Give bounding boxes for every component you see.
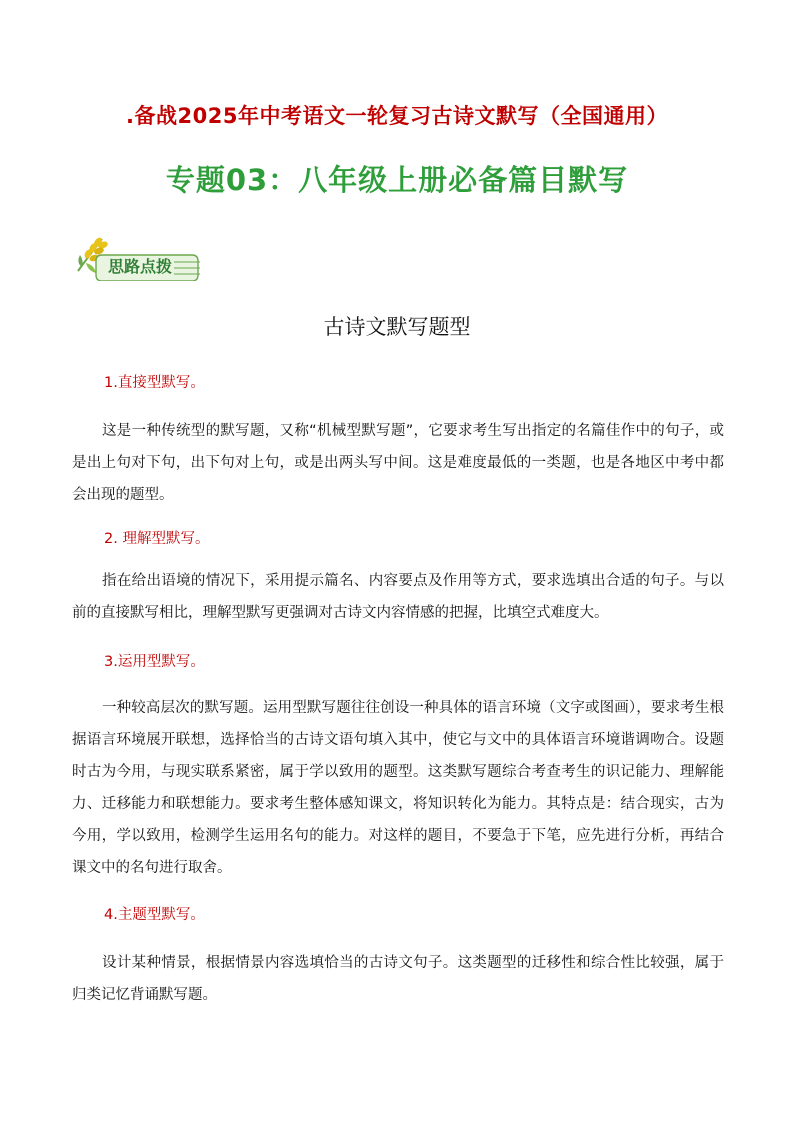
type-3-title: 3.运用型默写。 [104,654,205,670]
section-badge [74,233,204,281]
type-2-body: 指在给出语境的情况下，采用提示篇名、内容要点及作用等方式，要求选填出合适的句子。与以前的直接默写相比，理解型默写更强调对古诗文内容情感的把握，比填空式难度大。 [72,573,724,621]
type-3-body: 一种较高层次的默写题。运用型默写题往往创设一种具体的语言环境（文字或图画），要求考生根据语言环境展开联想，选择恰当的古诗文语句填入其中，使它与文中的具体语言环境谐调吻合。设题时古为今用，与现实联系紧密，属于学以致用的题型。这类默写题综合考查考生的识记能力、理解能力、迁移能力和联想能力。要求考生整体感知课文，将知识转化为能力。其特点是：结合现实，古为今用，学以致用，检测学生运用名句的能力。对这样的题目，不要急于下笔，应先进行分析，再结合课文中的名句进行取舍。 [72,700,724,876]
type-1-title: 1.直接型默写。 [104,375,205,391]
badge-label: 思路点拨 [108,257,173,276]
type-1-body: 这是一种传统型的默写题，又称“机械型默写题”，它要求考生写出指定的名篇佳作中的句子，或是出上句对下句，出下句对上句，或是出两头写中间。这是难度最低的一类题，也是各地区中考中都会出现的题型。 [72,423,724,503]
type-2-title: 2. 理解型默写。 [104,531,210,547]
type-4-body: 设计某种情景，根据情景内容选填恰当的古诗文句子。这类题型的迁移性和综合性比较强，属于归类记忆背诵默写题。 [72,955,724,1003]
section-heading: 古诗文默写题型 [323,315,471,339]
document-title: .备战2025年中考语文一轮复习古诗文默写（全国通用） [126,104,668,128]
type-4-title: 4.主题型默写。 [104,907,205,923]
document-subtitle: 专题03：八年级上册必备篇目默写 [165,163,629,197]
